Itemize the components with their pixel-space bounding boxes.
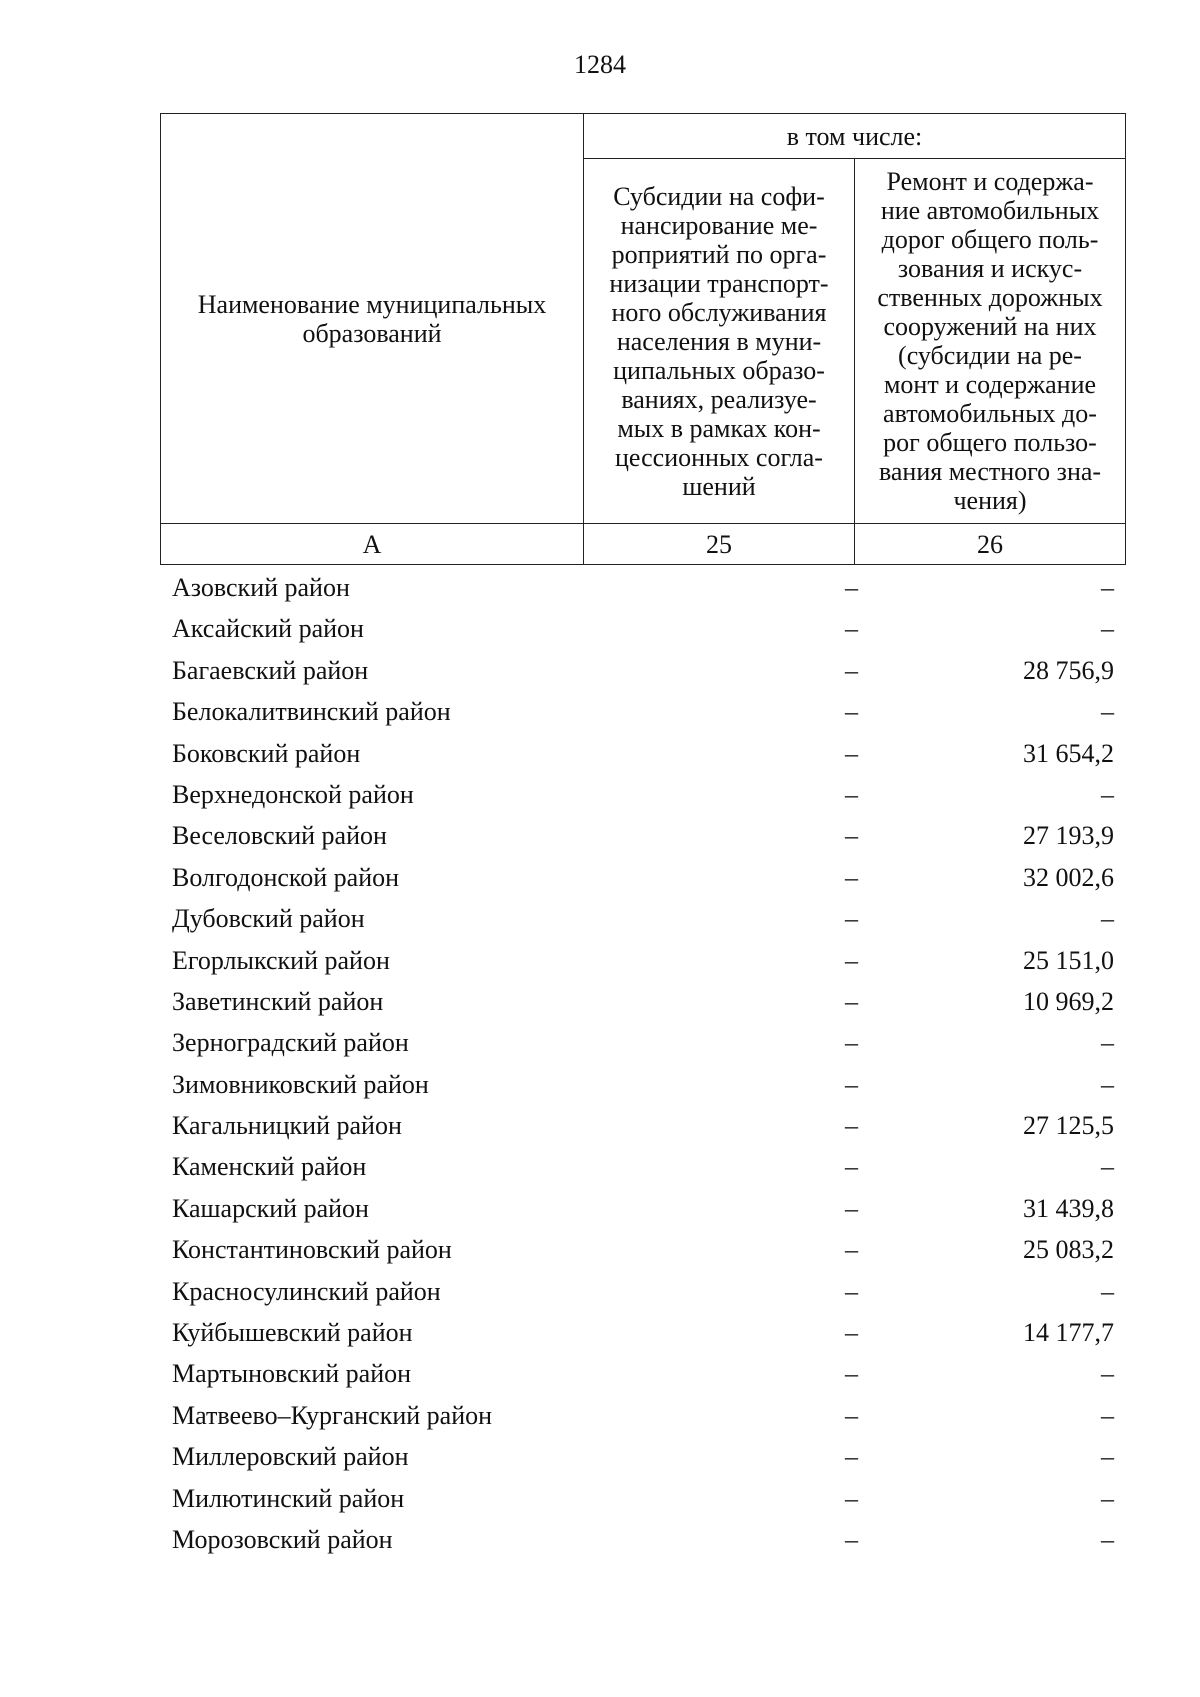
row-district-name: Зерноградский район [172, 1028, 409, 1058]
row-value-col26: – [1101, 904, 1114, 934]
row-value-col25: – [845, 862, 858, 892]
row-value-col26: 27 193,9 [1023, 821, 1114, 851]
header-col26-line: рог общего пользо- [883, 428, 1097, 457]
table-row [160, 1271, 1126, 1312]
row-value-col26: – [1101, 1069, 1114, 1099]
header-col25-cell [584, 159, 855, 524]
table-row [160, 774, 1126, 815]
row-district-name: Куйбышевский район [172, 1318, 413, 1348]
row-value-col26: 32 002,6 [1023, 862, 1114, 892]
header-col26-text [859, 167, 1121, 515]
row-value-col25: – [845, 697, 858, 727]
table-row [160, 1478, 1126, 1519]
header-col26-line: вания местного зна- [878, 457, 1102, 486]
page-number: 1284 [574, 50, 626, 79]
row-district-name: Милютинский район [172, 1483, 405, 1513]
table-row [160, 733, 1126, 774]
row-value-col25: – [845, 1235, 858, 1265]
row-value-col26: – [1101, 1483, 1114, 1513]
header-col25-line: шений [682, 471, 756, 501]
header-col26-line: Ремонт и содержа- [886, 167, 1094, 196]
table-row [160, 1188, 1126, 1229]
row-district-name: Миллеровский район [172, 1442, 409, 1472]
header-name-line: Наименование муниципальных [197, 289, 547, 319]
table-row [160, 1229, 1126, 1270]
row-value-col25: – [845, 1442, 858, 1472]
row-value-col26: 28 756,9 [1023, 655, 1114, 685]
row-value-col26: – [1101, 573, 1114, 602]
row-value-col26: – [1101, 1276, 1114, 1306]
row-value-col26: 25 083,2 [1023, 1235, 1114, 1265]
row-district-name: Кагальницкий район [172, 1111, 402, 1141]
row-value-col25: – [845, 738, 858, 768]
header-col25-line: мых в рамках кон- [617, 413, 821, 443]
row-value-col26: – [1101, 1524, 1114, 1554]
row-value-col25: – [845, 1028, 858, 1058]
row-value-col25: – [845, 1276, 858, 1306]
header-number-26: 26 [855, 524, 1126, 565]
row-value-col26: 31 439,8 [1023, 1193, 1114, 1223]
table-row [160, 691, 1126, 732]
row-district-name: Константиновский район [172, 1235, 452, 1265]
header-col26-line: (субсидии на ре- [898, 341, 1082, 370]
row-value-col25: – [845, 1359, 858, 1389]
header-number-25: 25 [584, 524, 855, 565]
row-district-name: Кашарский район [172, 1193, 369, 1223]
row-value-col26: 25 151,0 [1023, 945, 1114, 975]
header-name-text [165, 290, 579, 348]
row-district-name: Верхнедонской район [172, 779, 414, 809]
row-district-name: Красносулинский район [172, 1276, 441, 1306]
row-value-col25: – [845, 904, 858, 934]
row-district-name: Веселовский район [172, 821, 387, 851]
row-value-col25: – [845, 1400, 858, 1430]
header-col26-line: зования и искус- [897, 254, 1083, 283]
row-value-col26: – [1101, 1028, 1114, 1058]
table-row [160, 608, 1126, 649]
table-row [160, 1519, 1126, 1560]
row-district-name: Азовский район [172, 573, 350, 602]
header-col26-line: монт и содержание [883, 370, 1097, 399]
table-row [160, 1146, 1126, 1187]
table-row [160, 650, 1126, 691]
table-row [160, 567, 1126, 608]
table-row [160, 898, 1126, 939]
header-col25-line: ного обслуживания [611, 297, 827, 327]
row-district-name: Мартыновский район [172, 1359, 412, 1389]
row-value-col25: – [845, 779, 858, 809]
header-name-cell [161, 114, 584, 524]
table-row [160, 1105, 1126, 1146]
row-value-col26: 27 125,5 [1023, 1111, 1114, 1141]
table-row [160, 1436, 1126, 1477]
header-col25-text [588, 182, 850, 501]
row-value-col26: – [1101, 614, 1114, 644]
header-col25-line: роприятий по орга- [611, 239, 827, 269]
header-name-line: образований [302, 318, 442, 348]
header-col25-line: населения в муни- [616, 326, 822, 356]
row-value-col25: – [845, 1483, 858, 1513]
row-value-col25: – [845, 1152, 858, 1182]
row-district-name: Морозовский район [172, 1524, 393, 1554]
row-value-col25: – [845, 986, 858, 1016]
row-district-name: Боковский район [172, 738, 361, 768]
row-value-col26: – [1101, 697, 1114, 727]
row-value-col25: – [845, 1193, 858, 1223]
table-row [160, 981, 1126, 1022]
row-district-name: Волгодонской район [172, 862, 400, 892]
row-value-col25: – [845, 1318, 858, 1348]
row-value-col25: – [845, 573, 858, 602]
header-table [160, 113, 1126, 565]
row-value-col26: – [1101, 779, 1114, 809]
row-district-name: Аксайский район [172, 614, 364, 644]
row-district-name: Дубовский район [172, 904, 365, 934]
row-district-name: Зимовниковский район [172, 1069, 429, 1099]
header-col25-line: низации транспорт- [609, 268, 829, 298]
header-col25-line: ваниях, реализуе- [621, 384, 817, 414]
row-value-col25: – [845, 1524, 858, 1554]
row-district-name: Багаевский район [172, 655, 369, 685]
table-row [160, 815, 1126, 856]
header-col26-line: автомобильных до- [883, 399, 1097, 428]
row-value-col26: 10 969,2 [1023, 986, 1114, 1016]
header-col26-cell [855, 159, 1126, 524]
row-value-col25: – [845, 614, 858, 644]
row-value-col26: 31 654,2 [1023, 738, 1114, 768]
header-col25-line: Субсидии на софи- [613, 181, 825, 211]
row-district-name: Белокалитвинский район [172, 697, 451, 727]
header-col25-line: нансирование ме- [620, 210, 818, 240]
table-body [160, 567, 1126, 1560]
row-district-name: Заветинский район [172, 986, 384, 1016]
row-district-name: Каменский район [172, 1152, 367, 1182]
table-row [160, 940, 1126, 981]
row-value-col25: – [845, 655, 858, 685]
row-value-col26: – [1101, 1152, 1114, 1182]
row-value-col26: – [1101, 1400, 1114, 1430]
header-col26-line: сооружений на них [883, 312, 1097, 341]
row-value-col25: – [845, 1111, 858, 1141]
header-col26-line: ние автомобильных [880, 196, 1100, 225]
header-group-cell: в том числе: [584, 114, 1126, 159]
header-number-a: А [161, 524, 584, 565]
table-header-block [160, 113, 1126, 565]
row-district-name: Егорлыкский район [172, 945, 390, 975]
header-col25-line: цессионных согла- [615, 442, 823, 472]
table-row [160, 1064, 1126, 1105]
row-value-col25: – [845, 1069, 858, 1099]
header-col26-line: дорог общего поль- [881, 225, 1099, 254]
header-col26-line: ственных дорожных [877, 283, 1103, 312]
row-value-col26: 14 177,7 [1023, 1318, 1114, 1348]
table-row [160, 1022, 1126, 1063]
table-row [160, 1353, 1126, 1394]
header-col25-line: ципальных образо- [613, 355, 825, 385]
row-value-col26: – [1101, 1359, 1114, 1389]
table-row [160, 1312, 1126, 1353]
header-col26-line: чения) [953, 486, 1027, 515]
row-value-col25: – [845, 821, 858, 851]
row-value-col25: – [845, 945, 858, 975]
table-row [160, 857, 1126, 898]
table-row [160, 1395, 1126, 1436]
row-district-name: Матвеево–Курганский район [172, 1400, 493, 1430]
row-value-col26: – [1101, 1442, 1114, 1472]
